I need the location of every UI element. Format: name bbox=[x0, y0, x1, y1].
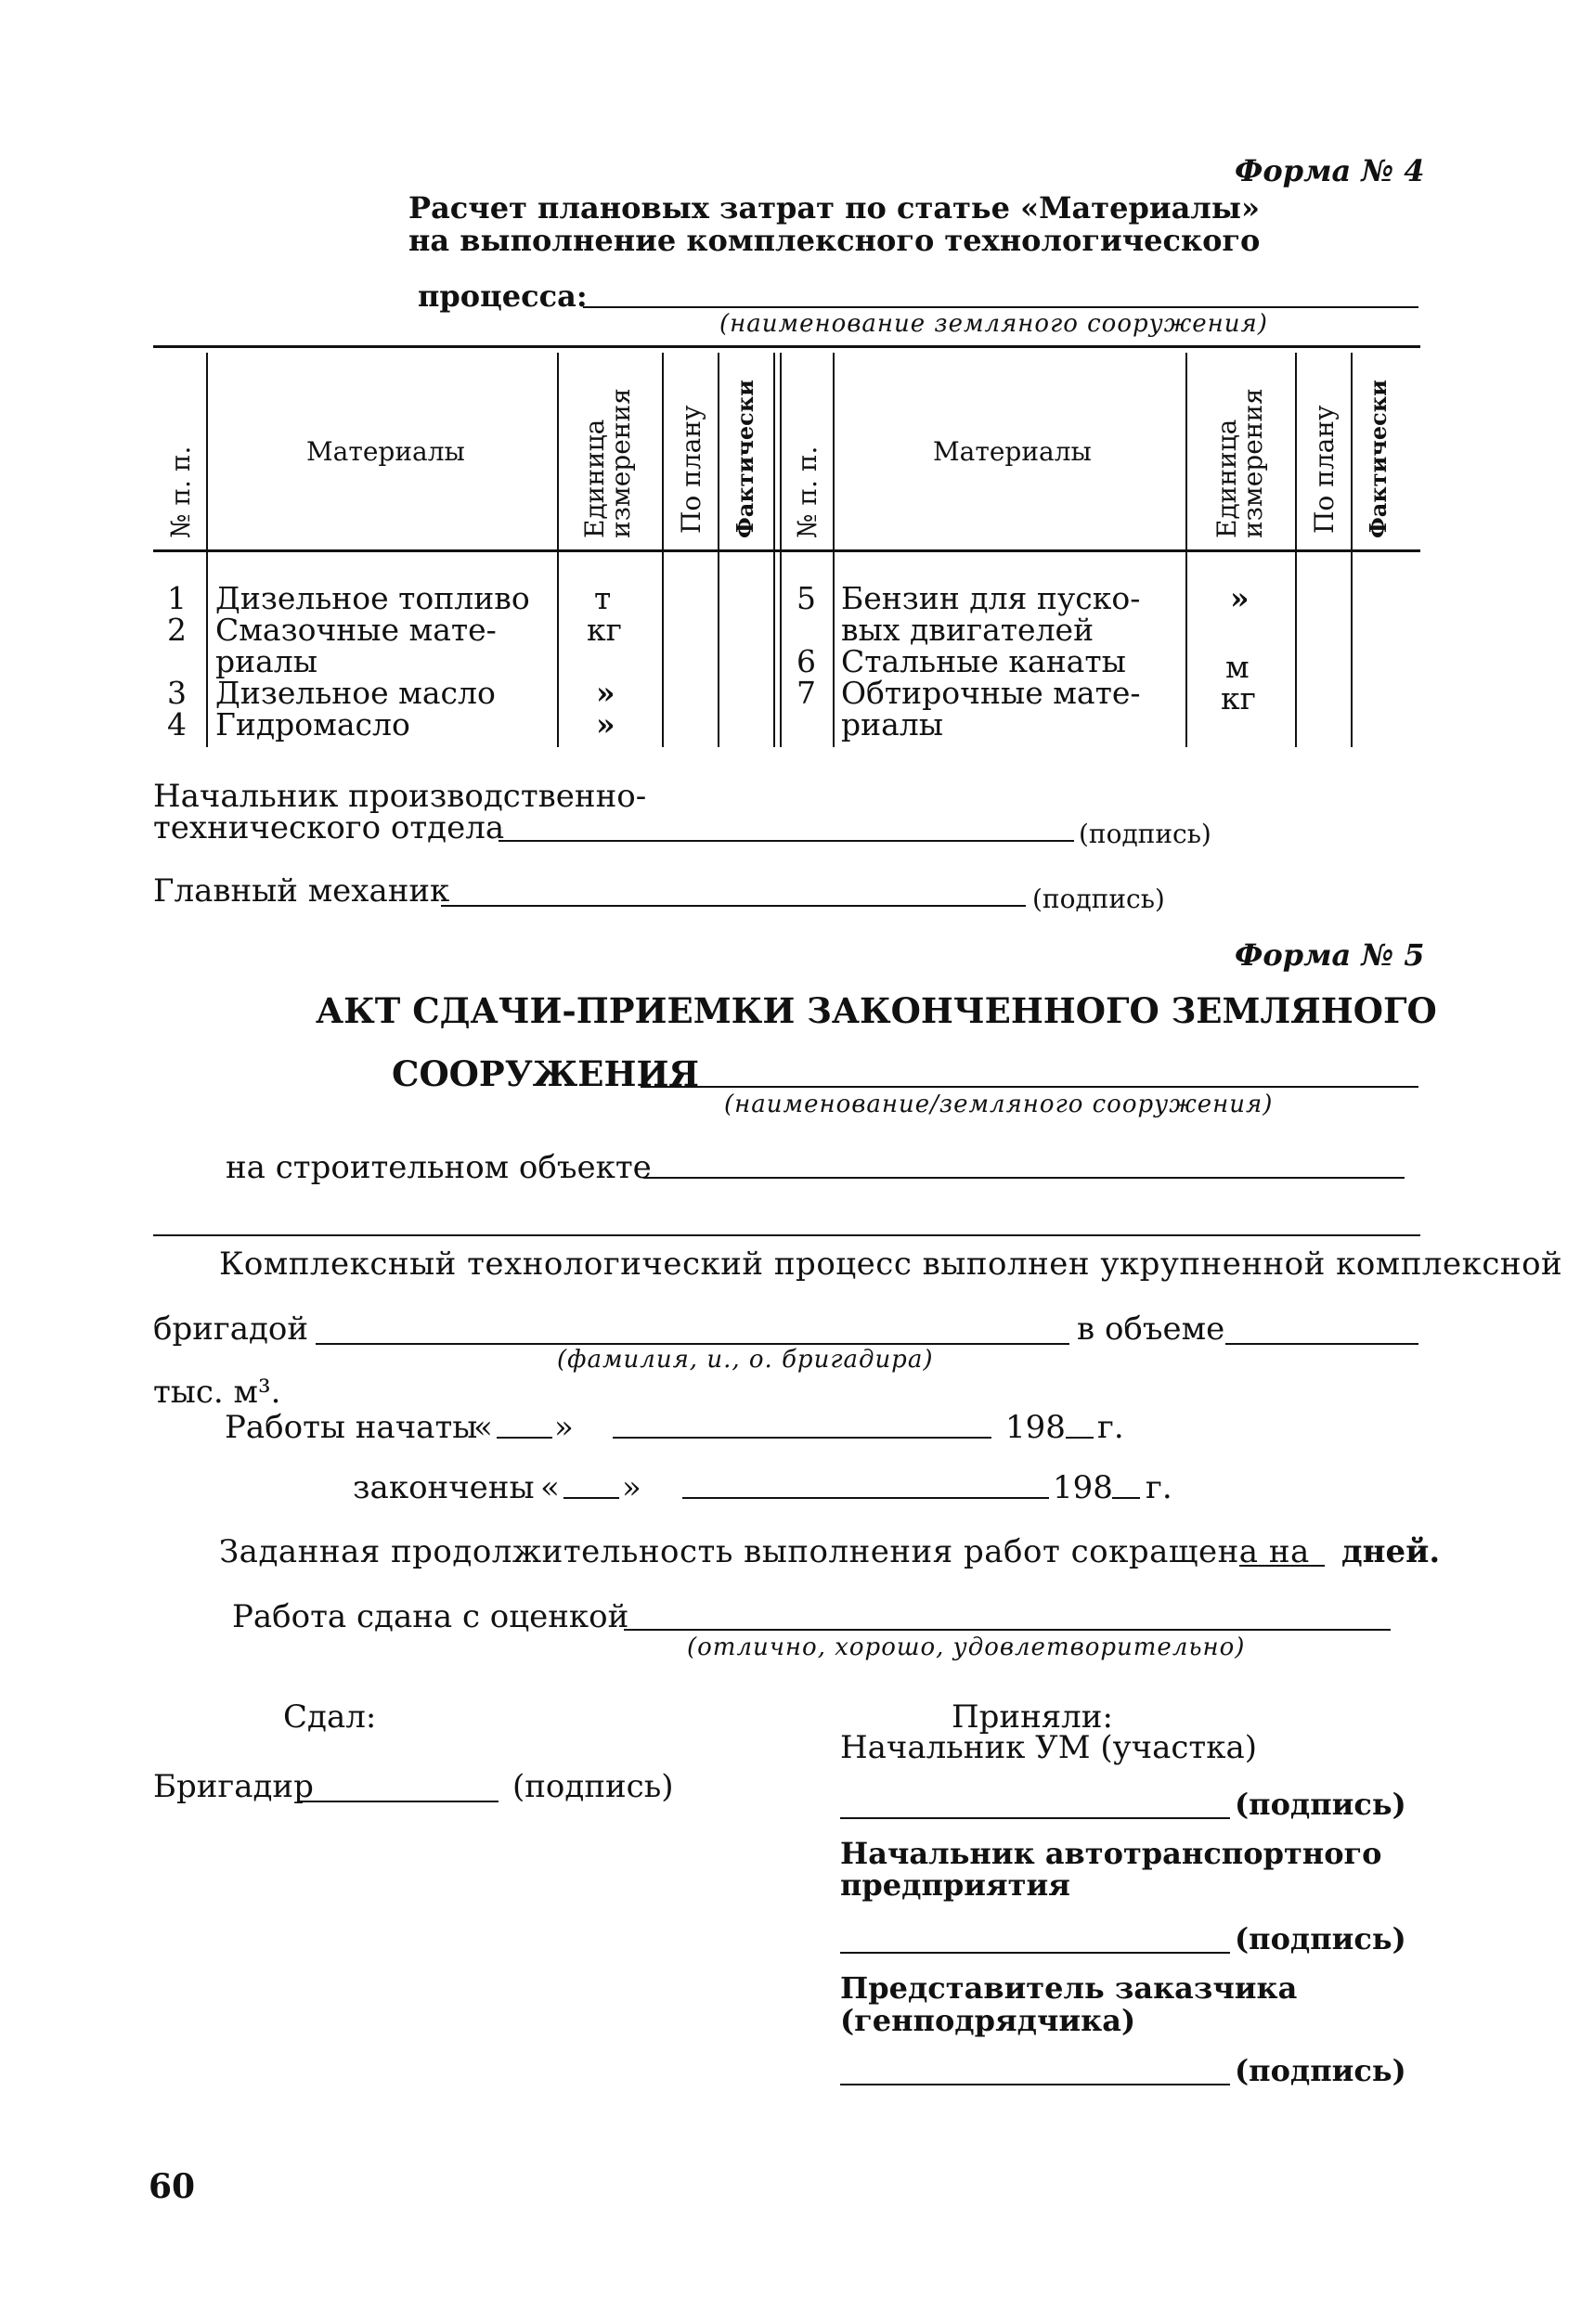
acceptor3-signature-field[interactable] bbox=[840, 2084, 1230, 2085]
row-unit: кг bbox=[587, 612, 622, 648]
started-label: Работы начаты bbox=[225, 1409, 478, 1446]
page-number: 60 bbox=[149, 2167, 196, 2206]
col-divider bbox=[780, 353, 782, 747]
acceptor1-title: Начальник УМ (участка) bbox=[840, 1729, 1258, 1766]
row-num: 1 bbox=[167, 580, 187, 616]
table-header-rule bbox=[153, 549, 1420, 552]
finished-label: закончены bbox=[353, 1469, 535, 1506]
row-material: Гидромасло bbox=[215, 706, 410, 742]
signer2-signature-caption: (подпись) bbox=[1032, 884, 1165, 914]
row-num: 3 bbox=[167, 675, 187, 711]
col-divider bbox=[662, 353, 664, 747]
finished-quote-open: « bbox=[540, 1469, 560, 1506]
acceptor2-title-line1: Начальник автотранспортного bbox=[840, 1836, 1382, 1871]
object-field-continuation[interactable] bbox=[153, 1234, 1420, 1236]
started-quote-open: « bbox=[473, 1409, 493, 1446]
col-divider bbox=[1351, 353, 1353, 747]
header-actual-left: Фактически bbox=[732, 380, 758, 538]
started-quote-close: » bbox=[554, 1409, 574, 1446]
row-material: Дизельное топливо bbox=[215, 580, 530, 616]
started-month-field[interactable] bbox=[613, 1437, 991, 1439]
signer1-title-line1: Начальник производственно- bbox=[153, 778, 647, 815]
acceptor1-signature-field[interactable] bbox=[840, 1817, 1230, 1819]
header-unit-right: Единица измерения bbox=[1211, 388, 1268, 538]
started-year-prefix: 198 bbox=[1005, 1409, 1066, 1446]
form5-label: Форма № 5 bbox=[1235, 937, 1425, 973]
para-process: Комплексный технологический процесс выполнен укрупненной комплексной bbox=[219, 1246, 1563, 1283]
row-num: 4 bbox=[167, 706, 187, 742]
row-num: 5 bbox=[796, 580, 816, 616]
row-unit: » bbox=[1230, 580, 1250, 616]
signer2-signature-field[interactable] bbox=[441, 905, 1026, 907]
finished-year-field[interactable] bbox=[1112, 1497, 1140, 1499]
foreman-signature-caption: (подпись) bbox=[512, 1768, 674, 1805]
days-label: дней. bbox=[1341, 1533, 1441, 1570]
row-material: Обтирочные мате- bbox=[841, 675, 1141, 711]
grade-field[interactable] bbox=[624, 1629, 1391, 1631]
col-divider bbox=[718, 353, 719, 747]
brigade-caption: (фамилия, и., о. бригадира) bbox=[557, 1346, 934, 1374]
row-material: риалы bbox=[841, 706, 944, 742]
foreman-label: Бригадир bbox=[153, 1768, 314, 1805]
acceptor1-signature-caption: (подпись) bbox=[1235, 1787, 1406, 1822]
row-unit: » bbox=[596, 675, 615, 711]
form4-title-line1: Расчет плановых затрат по статье «Материалы» bbox=[408, 190, 1260, 226]
col-divider bbox=[773, 353, 775, 747]
reduced-days-field[interactable] bbox=[1239, 1565, 1325, 1567]
started-year-suffix: г. bbox=[1097, 1409, 1124, 1446]
col-divider bbox=[833, 353, 835, 747]
process-name-field[interactable] bbox=[583, 306, 1418, 308]
process-label: процесса: bbox=[418, 278, 588, 314]
row-num: 7 bbox=[796, 675, 816, 711]
finished-year-suffix: г. bbox=[1146, 1469, 1172, 1506]
grade-caption: (отлично, хорошо, удовлетворительно) bbox=[687, 1633, 1246, 1661]
row-material: Дизельное масло bbox=[215, 675, 496, 711]
signer2-title: Главный механик bbox=[153, 872, 450, 910]
object-field[interactable] bbox=[643, 1177, 1405, 1179]
row-material: Бензин для пуско- bbox=[841, 580, 1141, 616]
accepted-label: Приняли: bbox=[952, 1698, 1113, 1736]
row-material: Смазочные мате- bbox=[215, 612, 497, 648]
row-material: вых двигателей bbox=[841, 612, 1094, 648]
brigade-field[interactable] bbox=[316, 1343, 1069, 1345]
form5-title-line1: АКТ СДАЧИ-ПРИЕМКИ ЗАКОНЧЕННОГО ЗЕМЛЯНОГО bbox=[316, 990, 1437, 1031]
acceptor2-signature-caption: (подпись) bbox=[1235, 1921, 1406, 1956]
signer1-signature-caption: (подпись) bbox=[1079, 819, 1211, 849]
header-actual-right: Фактически bbox=[1365, 380, 1392, 538]
handed-label: Сдал: bbox=[283, 1698, 377, 1736]
foreman-signature-field[interactable] bbox=[299, 1801, 499, 1802]
row-num: 2 bbox=[167, 612, 187, 648]
form5-title-line2: СООРУЖЕНИЯ bbox=[392, 1053, 700, 1094]
object-label: на строительном объекте bbox=[226, 1149, 652, 1186]
finished-day-field[interactable] bbox=[563, 1497, 619, 1499]
acceptor2-title-line2: предприятия bbox=[840, 1867, 1070, 1903]
col-divider bbox=[1295, 353, 1297, 747]
header-plan-right: По плану bbox=[1309, 405, 1340, 534]
header-num-right: № п. п. bbox=[792, 445, 822, 538]
form4-title-line2: на выполнение комплексного технологического bbox=[408, 223, 1261, 258]
col-divider bbox=[206, 353, 208, 747]
structure-name-field[interactable] bbox=[641, 1086, 1418, 1088]
header-materials-right: Материалы bbox=[933, 436, 1092, 467]
process-caption: (наименование земляного сооружения) bbox=[719, 310, 1268, 338]
acceptor2-signature-field[interactable] bbox=[840, 1952, 1230, 1954]
header-unit-left: Единица измерения bbox=[579, 388, 636, 538]
row-unit: » bbox=[596, 706, 615, 742]
volume-field[interactable] bbox=[1225, 1343, 1418, 1345]
brigade-label: бригадой bbox=[153, 1310, 309, 1348]
acceptor3-signature-caption: (подпись) bbox=[1235, 2053, 1406, 2088]
volume-units: тыс. м³. bbox=[153, 1374, 281, 1411]
header-plan-left: По плану bbox=[676, 405, 706, 534]
started-year-field[interactable] bbox=[1066, 1437, 1094, 1439]
acceptor3-title-line2: (генподрядчика) bbox=[840, 2003, 1136, 2038]
started-day-field[interactable] bbox=[497, 1437, 552, 1439]
table-top-rule bbox=[153, 345, 1420, 348]
col-divider bbox=[557, 353, 559, 747]
finished-year-prefix: 198 bbox=[1053, 1469, 1113, 1506]
acceptor3-title-line1: Представитель заказчика bbox=[840, 1970, 1298, 2006]
header-num-left: № п. п. bbox=[165, 445, 196, 538]
row-unit: т bbox=[594, 580, 612, 616]
header-materials-left: Материалы bbox=[306, 436, 465, 467]
form4-label: Форма № 4 bbox=[1235, 153, 1425, 188]
signer1-signature-field[interactable] bbox=[499, 840, 1074, 842]
row-unit: кг bbox=[1221, 680, 1256, 717]
row-material: Стальные канаты bbox=[841, 643, 1126, 679]
structure-caption: (наименование/земляного сооружения) bbox=[724, 1091, 1274, 1118]
row-num: 6 bbox=[796, 643, 816, 679]
finished-month-field[interactable] bbox=[682, 1497, 1049, 1499]
row-material: риалы bbox=[215, 643, 318, 679]
volume-label: в объеме bbox=[1077, 1310, 1225, 1348]
reduced-label: Заданная продолжительность выполнения работ сокращена на bbox=[219, 1533, 1310, 1570]
grade-label: Работа сдана с оценкой bbox=[232, 1598, 629, 1635]
signer1-title-line2: технического отдела bbox=[153, 809, 505, 846]
col-divider bbox=[1185, 353, 1187, 747]
finished-quote-close: » bbox=[622, 1469, 641, 1506]
row-unit: м bbox=[1225, 649, 1250, 685]
